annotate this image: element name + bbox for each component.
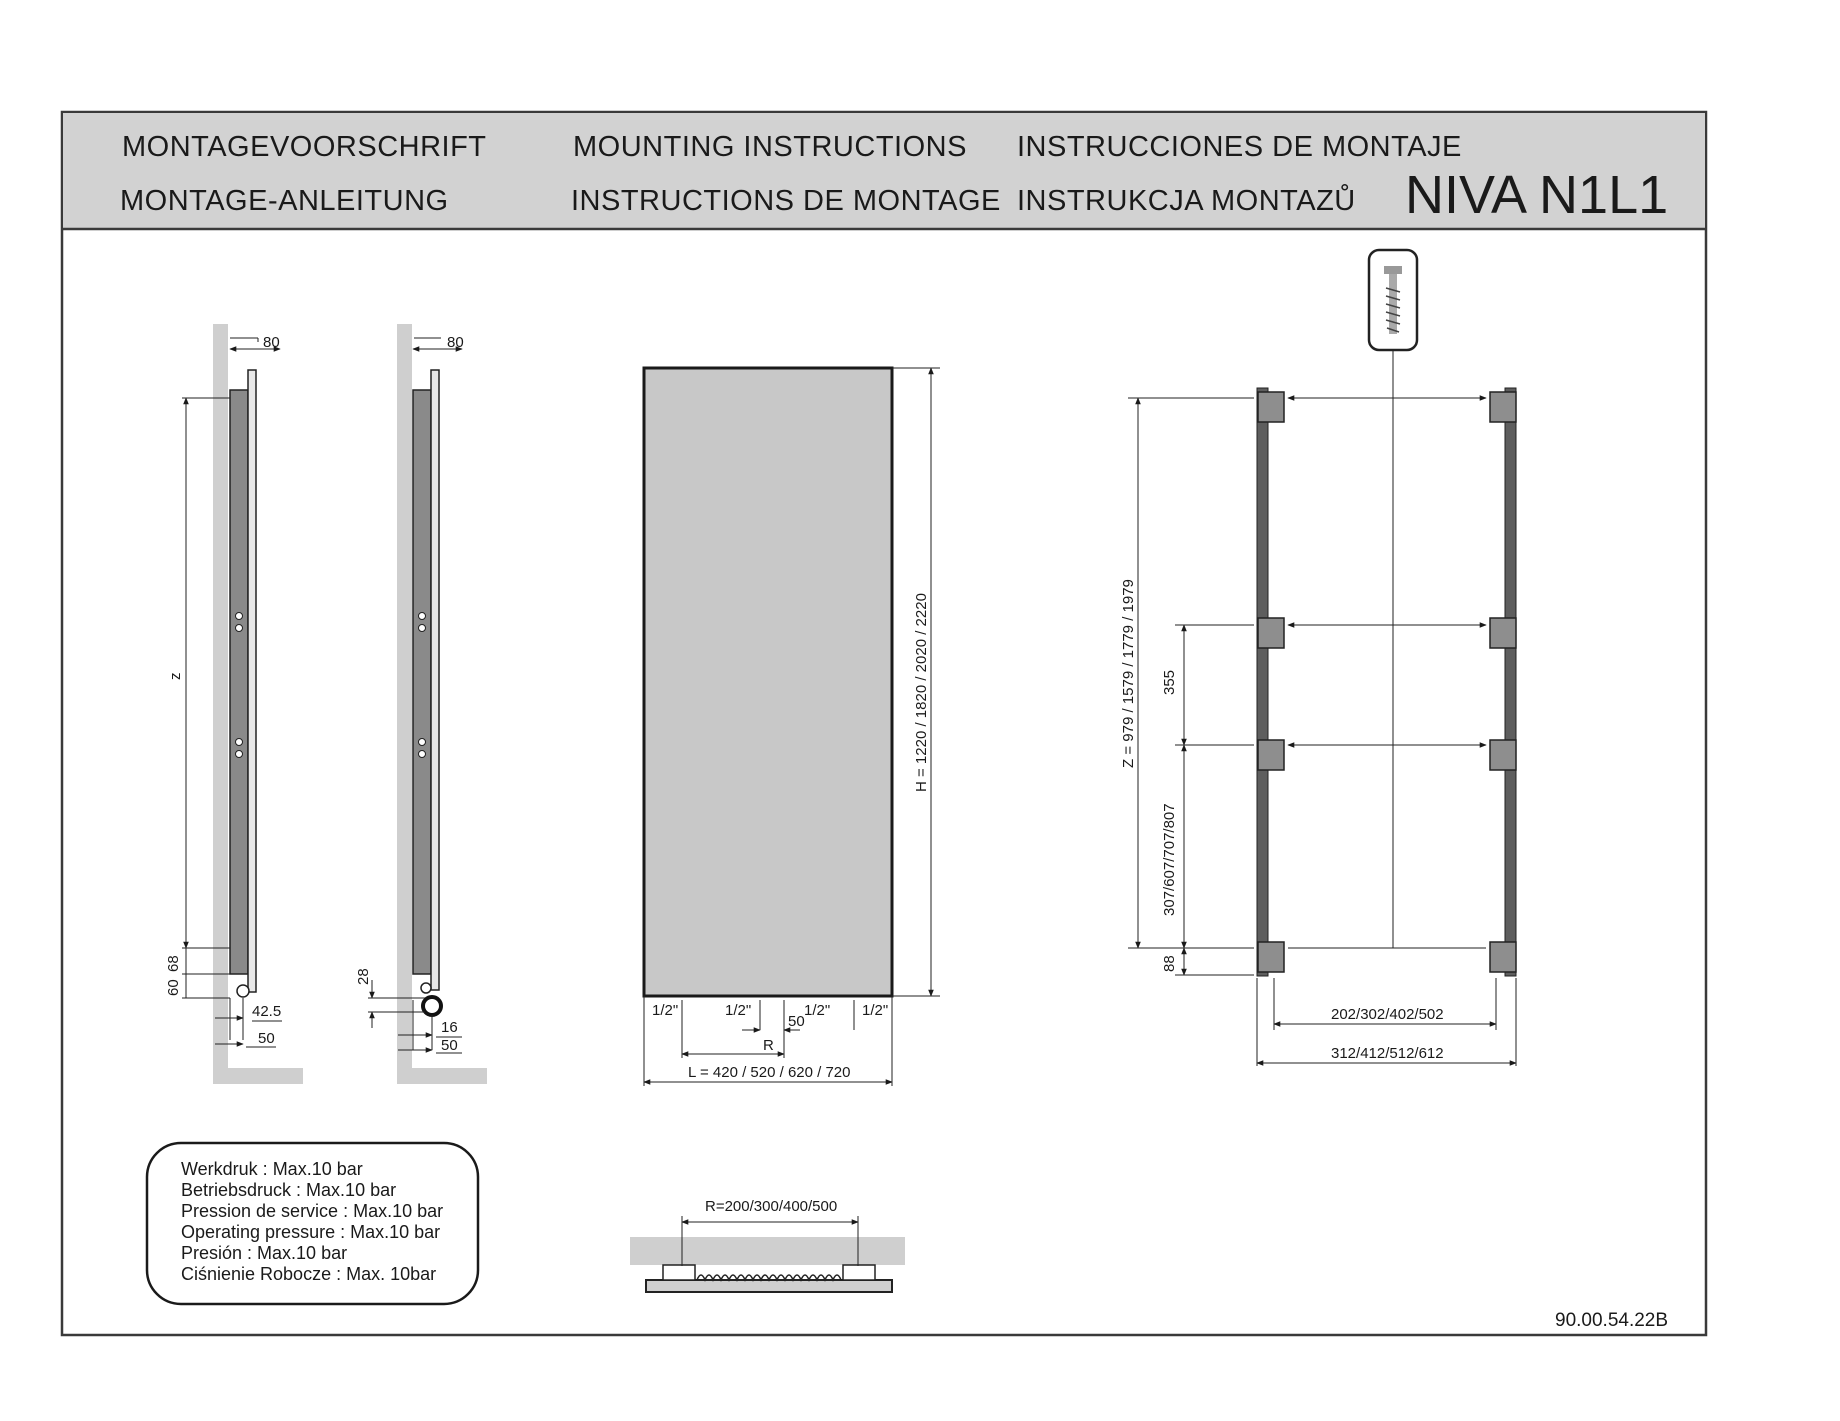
header-title-fr: INSTRUCTIONS DE MONTAGE bbox=[571, 185, 1001, 217]
side1-60-label: 60 bbox=[165, 979, 182, 996]
header-title-es: INSTRUCCIONES DE MONTAJE bbox=[1017, 131, 1462, 163]
side-view-2 bbox=[355, 324, 487, 1084]
header-title-en: MOUNTING INSTRUCTIONS bbox=[573, 131, 967, 163]
side1-50-label: 50 bbox=[258, 1030, 275, 1047]
side1-42-5-label: 42.5 bbox=[252, 1003, 282, 1020]
side2-depth-label: 80 bbox=[447, 334, 464, 351]
side2-16-label: 16 bbox=[441, 1019, 458, 1036]
pressure-notes bbox=[147, 1143, 478, 1304]
bracket-355-label: 355 bbox=[1161, 669, 1178, 695]
bracket-inner-width-label: 202/302/402/502 bbox=[1331, 1006, 1444, 1023]
pressure-note-fr: Pression de service : Max.10 bar bbox=[181, 1201, 444, 1221]
radiator-panel bbox=[644, 368, 892, 996]
document-number: 90.00.54.22B bbox=[1555, 1310, 1669, 1331]
pressure-note-de: Betriebsdruck : Max.10 bar bbox=[181, 1180, 397, 1200]
header-title-nl: MONTAGEVOORSCHRIFT bbox=[122, 131, 487, 163]
bracket-z-label: Z = 979 / 1579 / 1779 / 1979 bbox=[1120, 579, 1137, 768]
pressure-note-nl: Werkdruk : Max.10 bar bbox=[181, 1159, 363, 1179]
front-view bbox=[644, 368, 940, 1086]
side2-50-label: 50 bbox=[441, 1037, 458, 1054]
side1-z-label: z bbox=[167, 672, 184, 680]
bracket-view bbox=[1120, 250, 1516, 1066]
bracket-outer-width-label: 312/412/512/612 bbox=[1331, 1045, 1444, 1062]
side2-28-label: 28 bbox=[355, 968, 372, 985]
front-conn-mid-left: 1/2" bbox=[725, 1002, 752, 1019]
front-height-label: H = 1220 / 1820 / 2020 / 2220 bbox=[913, 593, 930, 792]
side-view-1 bbox=[165, 324, 303, 1084]
top-r-label: R=200/300/400/500 bbox=[705, 1198, 838, 1215]
pressure-note-en: Operating pressure : Max.10 bar bbox=[181, 1222, 441, 1242]
front-50-label: 50 bbox=[788, 1013, 805, 1030]
front-length-label: L = 420 / 520 / 620 / 720 bbox=[688, 1064, 851, 1081]
bracket-307-label: 307/607/707/807 bbox=[1161, 803, 1178, 916]
pressure-note-pl: Ciśnienie Robocze : Max. 10bar bbox=[181, 1264, 437, 1284]
side1-depth-label: 80 bbox=[263, 334, 280, 351]
pressure-note-es: Presión : Max.10 bar bbox=[181, 1243, 348, 1263]
side1-68-label: 68 bbox=[165, 955, 182, 972]
front-conn-right: 1/2" bbox=[862, 1002, 889, 1019]
bracket-88-label: 88 bbox=[1161, 955, 1178, 972]
model-name: NIVA N1L1 bbox=[1405, 165, 1669, 225]
top-view bbox=[630, 1198, 905, 1292]
front-conn-left: 1/2" bbox=[652, 1002, 679, 1019]
front-conn-mid-right: 1/2" bbox=[804, 1002, 831, 1019]
wall-screw-icon bbox=[1369, 250, 1417, 350]
header-title-pl: INSTRUKCJA MONTAZŮ bbox=[1017, 185, 1356, 217]
front-r-label: R bbox=[763, 1037, 774, 1054]
header-title-de: MONTAGE-ANLEITUNG bbox=[120, 185, 449, 217]
